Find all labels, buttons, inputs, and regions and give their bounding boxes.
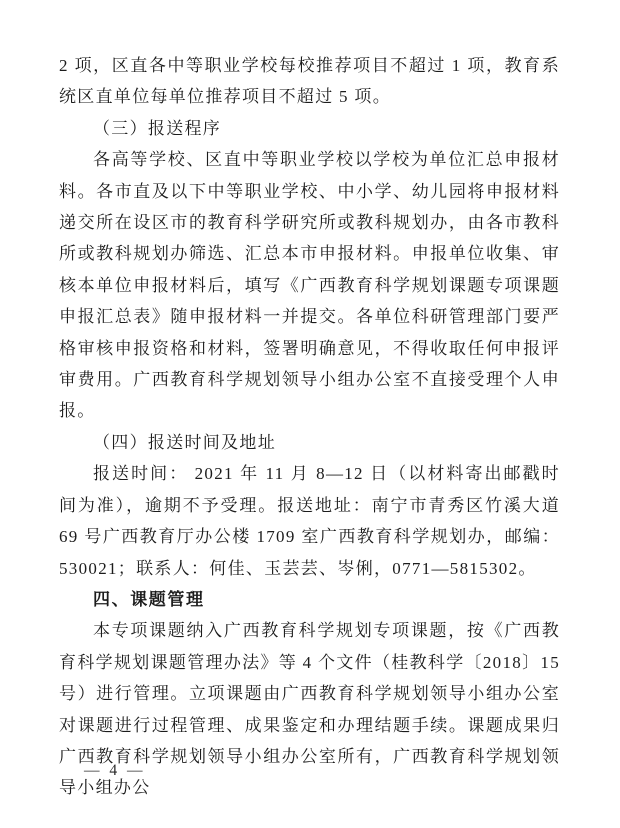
paragraph-submission-time-address: 报送时间： 2021 年 11 月 8—12 日（以材料寄出邮戳时间为准），逾期不予受理。报送地址：南宁市青秀区竹溪大道 69 号广西教育厅办公楼 1709 室广西教育科学规划办，邮编：530021；联系人：何佳、玉芸芸、岑俐，0771—5815302。 <box>59 464 560 578</box>
paragraph-submission-procedure: 各高等学校、区直中等职业学校以学校为单位汇总申报材料。各市直及以下中等职业学校、中小学、幼儿园将申报材料递交所在设区市的教育科学研究所或教科规划办，由各市教科所或教科规划办筛选、汇总本市申报材料。申报单位收集、审核本单位申报材料后，填写《广西教育科学规划课题专项课题申报汇总表》随申报材料一并提交。各单位科研管理部门要严格审核申报资格和材料，签署明确意见，不得收取任何申报评审费用。广西教育科学规划领导小组办公室不直接受理个人申报。 <box>59 150 560 421</box>
heading-project-management: 四、课题管理 <box>93 589 205 609</box>
document-content <box>59 50 560 804</box>
paragraph-project-management: 本专项课题纳入广西教育科学规划专项课题，按《广西教育科学规划课题管理办法》等 4 个文件（桂教科学〔2018〕15 号）进行管理。立项课题由广西教育科学规划领导小组办公室对课题进行过程管理、成果鉴定和办理结题手续。课题成果归广西教育科学规划领导小组办公室所有，广西教育科学规划领导小组办公 <box>59 621 560 798</box>
paragraph-quota-continued: 2 项，区直各中等职业学校每校推荐项目不超过 1 项，教育系统区直单位每单位推荐项目不超过 5 项。 <box>59 56 560 107</box>
heading-submission-time-address: （四）报送时间及地址 <box>93 432 276 452</box>
page-number: — 4 — <box>84 762 146 779</box>
heading-submission-procedure: （三）报送程序 <box>93 118 222 138</box>
